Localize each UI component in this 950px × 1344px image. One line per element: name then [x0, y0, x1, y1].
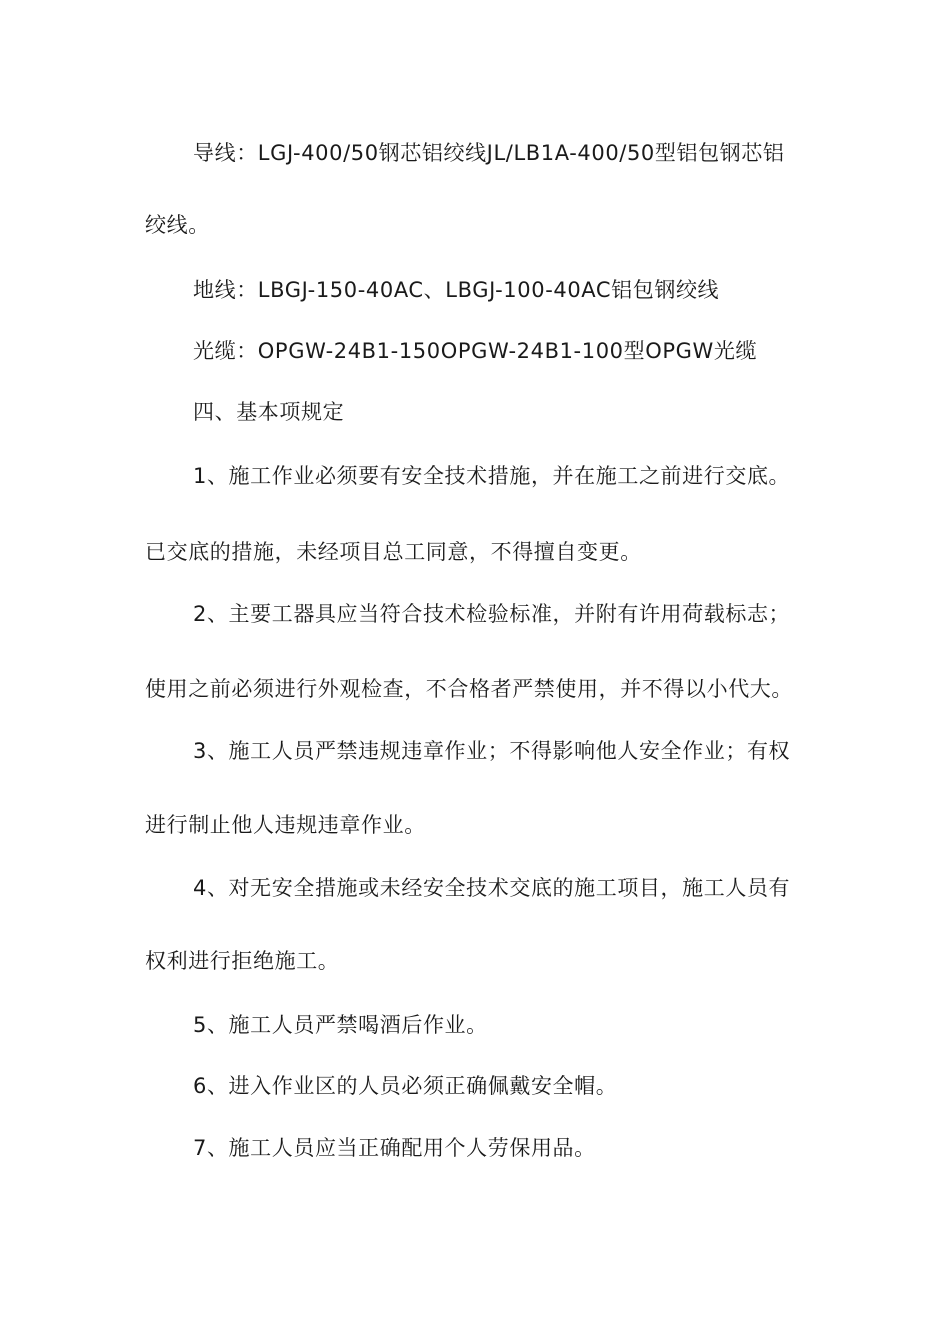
- rule-4-continued: 权利进行拒绝施工。: [145, 949, 340, 973]
- rule-7: 7、施工人员应当正确配用个人劳保用品。: [193, 1136, 596, 1160]
- rule-6: 6、进入作业区的人员必须正确佩戴安全帽。: [193, 1074, 618, 1098]
- rule-3: 3、施工人员严禁违规违章作业；不得影响他人安全作业；有权: [193, 739, 791, 763]
- rule-5: 5、施工人员严禁喝酒后作业。: [193, 1013, 488, 1037]
- rule-1: 1、施工作业必须要有安全技术措施，并在施工之前进行交底。: [193, 464, 791, 488]
- rule-4: 4、对无安全措施或未经安全技术交底的施工项目，施工人员有: [193, 876, 791, 900]
- rule-3-continued: 进行制止他人违规违章作业。: [145, 813, 426, 837]
- conductor-line-continued: 绞线。: [145, 213, 210, 237]
- ground-wire-line: 地线：LBGJ-150-40AC、LBGJ-100-40AC铝包钢绞线: [193, 278, 720, 302]
- rule-2-continued: 使用之前必须进行外观检查，不合格者严禁使用，并不得以小代大。: [145, 677, 793, 701]
- rule-1-continued: 已交底的措施，未经项目总工同意，不得擅自变更。: [145, 540, 642, 564]
- conductor-line: 导线：LGJ-400/50钢芯铝绞线JL/LB1A-400/50型铝包钢芯铝: [193, 141, 785, 165]
- optical-cable-line: 光缆：OPGW-24B1-150OPGW-24B1-100型OPGW光缆: [193, 339, 758, 363]
- section-heading: 四、基本项规定: [193, 400, 345, 424]
- rule-2: 2、主要工器具应当符合技术检验标准，并附有许用荷载标志；: [193, 602, 791, 626]
